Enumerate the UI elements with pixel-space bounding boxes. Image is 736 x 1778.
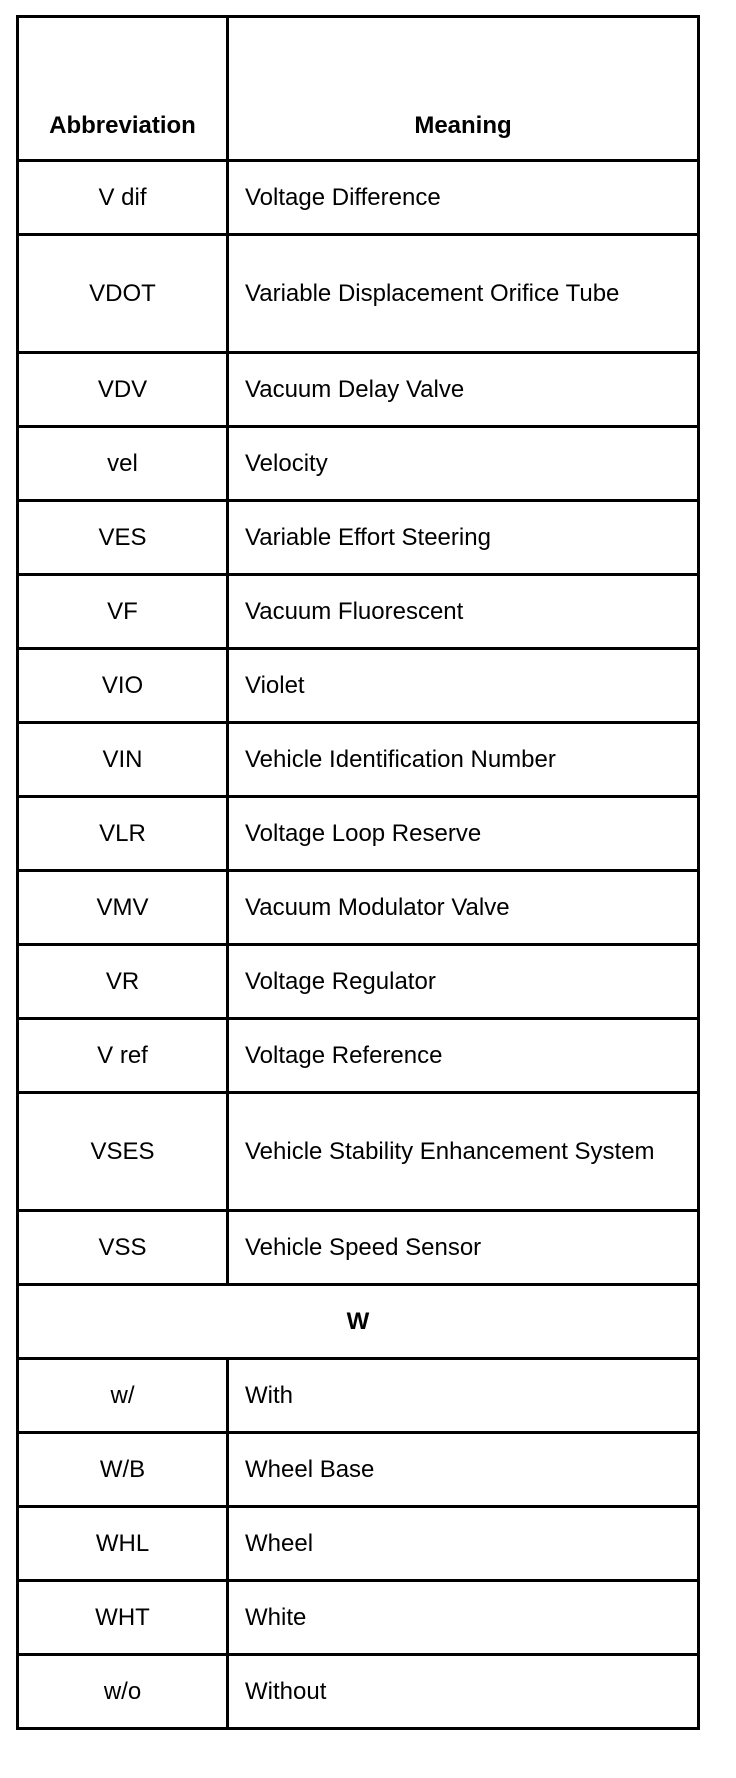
table-row [18,1211,699,1285]
abbreviation-column-header: Abbreviation [18,17,228,161]
meaning-cell: Variable Displacement Orifice Tube [228,235,699,353]
table-row [18,871,699,945]
abbreviation-cell: W/B [18,1433,228,1507]
meaning-cell: With [228,1359,699,1433]
abbreviation-cell: VIN [18,723,228,797]
table-row [18,1093,699,1211]
meaning-cell: Vacuum Modulator Valve [228,871,699,945]
abbreviation-cell: WHL [18,1507,228,1581]
abbreviation-cell: VR [18,945,228,1019]
meaning-cell: Variable Effort Steering [228,501,699,575]
table-row [18,235,699,353]
abbreviation-cell: w/o [18,1655,228,1729]
abbreviation-table [16,15,700,1730]
abbreviation-cell: VMV [18,871,228,945]
meaning-cell: Wheel [228,1507,699,1581]
section-row-w [18,1285,699,1359]
abbreviation-cell: VDV [18,353,228,427]
table-row [18,1655,699,1729]
abbreviation-cell: VDOT [18,235,228,353]
table-header-row [18,17,699,161]
table-row [18,427,699,501]
meaning-cell: Vehicle Stability Enhancement System [228,1093,699,1211]
meaning-cell: Wheel Base [228,1433,699,1507]
table-row [18,1581,699,1655]
meaning-cell: Vacuum Delay Valve [228,353,699,427]
abbreviation-cell: VES [18,501,228,575]
meaning-cell: Violet [228,649,699,723]
table-row [18,353,699,427]
abbreviation-cell: VLR [18,797,228,871]
abbreviation-cell: VSES [18,1093,228,1211]
abbreviation-cell: VSS [18,1211,228,1285]
table-row [18,161,699,235]
meaning-cell: Voltage Difference [228,161,699,235]
abbreviation-cell: WHT [18,1581,228,1655]
table-row [18,945,699,1019]
meaning-cell: Voltage Regulator [228,945,699,1019]
table-row [18,501,699,575]
abbreviation-cell: w/ [18,1359,228,1433]
abbreviation-cell: VIO [18,649,228,723]
abbreviation-cell: vel [18,427,228,501]
table-row [18,723,699,797]
abbreviation-cell: V ref [18,1019,228,1093]
table-row [18,1359,699,1433]
abbreviation-cell: V dif [18,161,228,235]
meaning-cell: Velocity [228,427,699,501]
table-row [18,1433,699,1507]
meaning-cell: Voltage Loop Reserve [228,797,699,871]
meaning-cell: Voltage Reference [228,1019,699,1093]
table-row [18,575,699,649]
meaning-cell: Vacuum Fluorescent [228,575,699,649]
meaning-cell: Vehicle Identification Number [228,723,699,797]
section-heading: W [18,1285,699,1359]
table-row [18,797,699,871]
meaning-cell: Vehicle Speed Sensor [228,1211,699,1285]
meaning-cell: Without [228,1655,699,1729]
meaning-column-header: Meaning [228,17,699,161]
meaning-cell: White [228,1581,699,1655]
abbreviation-cell: VF [18,575,228,649]
table-row [18,1019,699,1093]
table-row [18,649,699,723]
table-row [18,1507,699,1581]
